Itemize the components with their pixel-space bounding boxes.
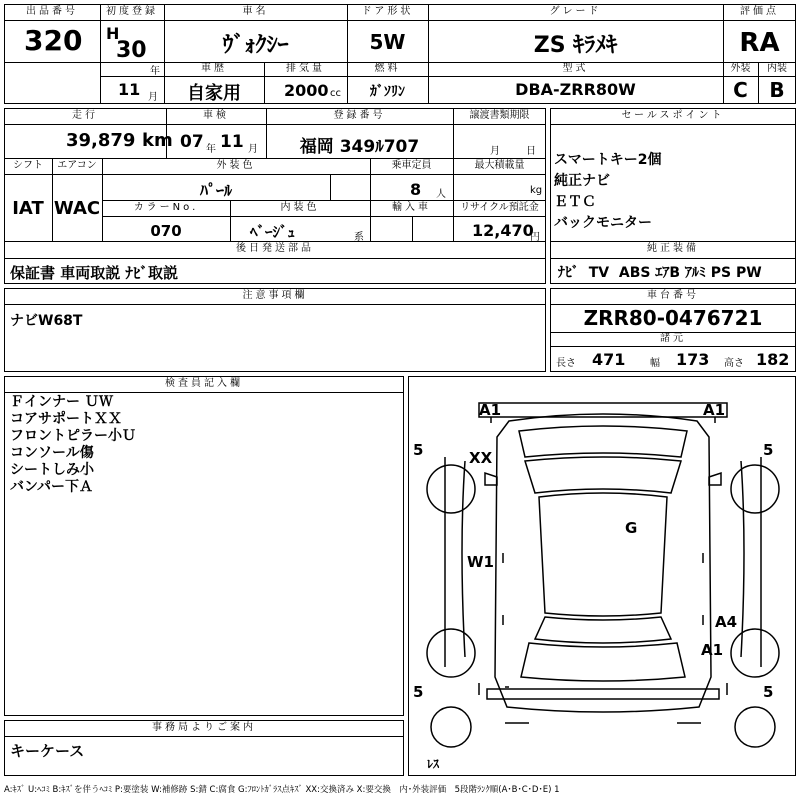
inspection-month-unit: 月	[248, 144, 258, 155]
transfer-month: 月	[490, 146, 500, 157]
model-code: DBA-ZRR80W	[515, 80, 636, 99]
tire-depth: 5	[763, 441, 774, 459]
year-unit: 年	[150, 66, 160, 77]
car-name-label: 車名	[242, 6, 269, 17]
legend: A:ｷｽﾞ U:ﾍｺﾐ B:ｷｽﾞを伴うﾍｺﾐ P:要塗装 W:補修跡 S:錆 C:腐食 G:ﾌﾛﾝﾄｶﾞﾗｽ点ｷｽﾞ XX:交換済み X:要交換 内･外装評価 5段階ﾗﾝｸ順(A･B･C･D･E) 1	[4, 785, 560, 795]
damage-mark: W1	[467, 553, 494, 571]
era: H	[106, 24, 120, 43]
int-grade: B	[769, 78, 785, 102]
car-name: ｳﾞｫｸｼｰ	[222, 33, 289, 58]
sales-label: セールスポイント	[621, 110, 725, 121]
inspector-item: バンパー下Ａ	[10, 479, 94, 495]
inspector-item: Ｆインナー ＵＷ	[10, 394, 113, 410]
month-unit: 月	[148, 92, 158, 103]
transfer-day: 日	[526, 146, 536, 157]
height: 182	[756, 350, 790, 369]
max-load-label: 最大積載量	[474, 160, 525, 171]
sales-item: ＥＴＣ	[554, 194, 596, 210]
score-label: 評価点	[740, 6, 779, 17]
import-label: 輸入車	[392, 202, 431, 213]
capacity: 8	[410, 180, 422, 199]
tire-depth: 5	[763, 683, 774, 701]
inspector-item: コアサポートＸＸ	[10, 411, 122, 427]
history-label: 車歴	[201, 63, 227, 74]
score: RA	[739, 28, 780, 58]
reg-year: 30	[116, 38, 147, 63]
ext-grade: C	[733, 78, 748, 102]
grade-label: グレード	[549, 6, 602, 17]
inspection-year-unit: 年	[206, 144, 216, 155]
inspector-item: コンソール傷	[10, 445, 94, 461]
transfer-label: 譲渡書類期限	[469, 110, 530, 121]
chassis-number: ZRR80-0476721	[583, 306, 763, 330]
recycle-label: リサイクル預託金	[460, 202, 539, 213]
damage-mark: A1	[701, 641, 724, 659]
office-label: 事務局よりご案内	[152, 722, 256, 733]
door-type: 5W	[369, 30, 406, 54]
inspector-item: シートしみ小	[10, 462, 94, 478]
width: 173	[676, 350, 710, 369]
fuel-label: 燃料	[374, 63, 401, 74]
capacity-label: 乗車定員	[391, 160, 432, 171]
inspector-list	[10, 394, 136, 496]
int-color-unit: 系	[354, 232, 364, 243]
sales-item: 純正ナビ	[554, 173, 610, 189]
model-label: 型式	[562, 63, 589, 74]
inspector-label: 検査員記入欄	[165, 378, 243, 389]
capacity-unit: 人	[436, 189, 446, 200]
equipment: ﾅﾋﾞ TV ABS ｴｱB ｱﾙﾐ PS PW	[558, 265, 762, 281]
fuel: ｶﾞｿﾘﾝ	[370, 84, 405, 100]
door-label: ドア形状	[361, 6, 414, 17]
grade: ZS ｷﾗﾒｷ	[533, 33, 618, 58]
lot-label: 出品番号	[26, 6, 78, 17]
reg-number: 福岡 349ﾙ707	[299, 137, 420, 157]
damage-mark: A1	[479, 401, 502, 419]
damage-mark: A4	[715, 613, 738, 631]
reg-month: 11	[118, 80, 141, 99]
sales-item: バックモニター	[554, 215, 652, 231]
specs-label: 諸元	[660, 333, 686, 344]
damage-mark: G	[625, 519, 638, 537]
notes: ナビW68T	[10, 313, 83, 329]
spare-tire: ﾚｽ	[427, 757, 440, 771]
tire-depth: 5	[413, 441, 424, 459]
shift: IAT	[12, 198, 44, 219]
notes-label: 注意事項欄	[242, 290, 308, 301]
int-color-label: 内装色	[280, 202, 320, 213]
recycle-unit: 円	[530, 232, 540, 243]
ac-label: エアコン	[57, 160, 97, 171]
office-note: キーケース	[10, 742, 85, 760]
inspection-label: 車検	[203, 110, 229, 121]
mileage-unit: km	[142, 130, 173, 151]
history: 自家用	[187, 83, 241, 104]
car-diagram	[408, 376, 796, 776]
ext-label: 外装	[730, 63, 751, 74]
max-load-unit: kg	[530, 185, 543, 196]
mileage: 39,879	[66, 130, 136, 151]
sales-list	[554, 152, 661, 232]
damage-mark: XX	[469, 449, 493, 467]
recycle-fee: 12,470	[472, 221, 534, 240]
shift-label: シフト	[13, 160, 43, 171]
displacement-unit: cc	[330, 88, 341, 99]
later-parts: 保証書 車両取説 ﾅﾋﾞ取説	[10, 264, 178, 282]
inspection-year: 07	[180, 132, 204, 152]
car-outline	[409, 377, 795, 775]
ext-color-label: 外装色	[216, 160, 256, 171]
color-no: 070	[150, 222, 182, 240]
inspector-item: フロントピラー小Ｕ	[10, 428, 136, 444]
equipment-label: 純正装備	[647, 243, 699, 254]
first-reg-label: 初度登録	[106, 6, 158, 17]
ac: WAC	[53, 198, 101, 219]
height-label: 高さ	[724, 358, 744, 369]
mileage-label: 走行	[72, 110, 98, 121]
inspection-month: 11	[220, 132, 244, 152]
color-no-label: カラーNo.	[133, 202, 199, 213]
int-color: ﾍﾞｰｼﾞｭ	[250, 223, 296, 241]
width-label: 幅	[650, 358, 660, 369]
chassis-label: 車台番号	[647, 290, 699, 301]
sales-item: スマートキー2個	[554, 152, 662, 168]
displacement-label: 排気量	[286, 63, 325, 74]
length: 471	[592, 350, 626, 369]
later-parts-label: 後日発送部品	[236, 243, 314, 254]
damage-mark: A1	[703, 401, 726, 419]
reg-label: 登録番号	[333, 110, 386, 121]
int-label: 内装	[767, 63, 787, 74]
tire-depth: 5	[413, 683, 424, 701]
length-label: 長さ	[556, 358, 576, 369]
ext-color: ﾊﾟｰﾙ	[199, 181, 232, 200]
displacement: 2000	[284, 81, 329, 100]
lot-number: 320	[24, 24, 83, 57]
